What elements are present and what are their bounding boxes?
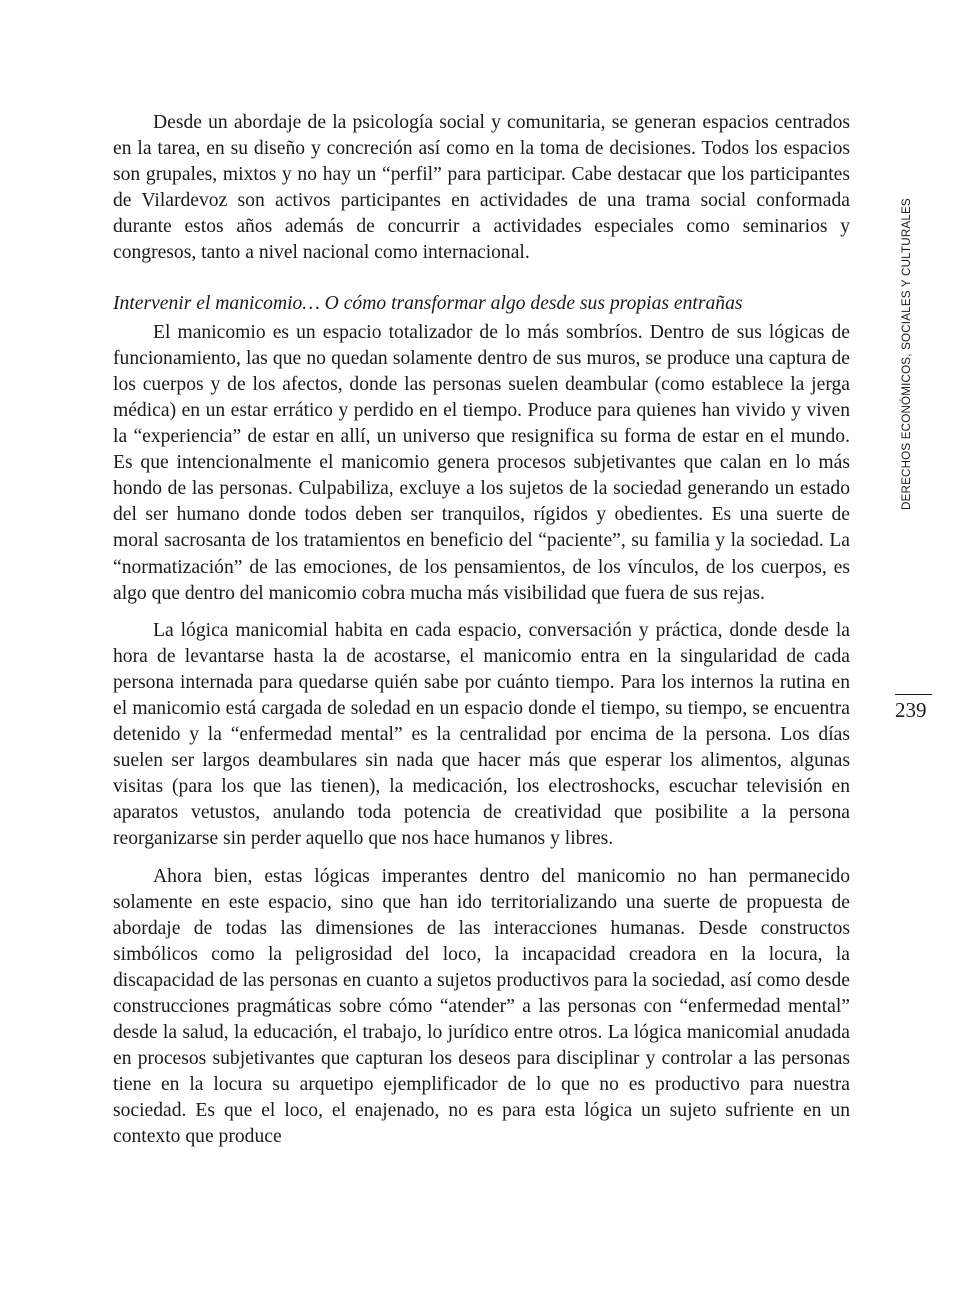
paragraph-intro: Desde un abordaje de la psicología social y comunitaria, se generan espacios centrados en la tarea, en su diseño y concreción así como en la toma de decisiones. Todos los espacios son grupales, mixtos y no hay un “perfil” para participar. Cabe destacar que los participantes de Vilardevoz son activos participantes en actividades de una trama social conformada durante estos años además de concurrir a actividades especiales como seminarios y congresos, tanto a nivel nacional como internacional. — [113, 112, 850, 264]
body-text — [113, 110, 850, 1162]
section-heading: Intervenir el manicomio… O cómo transformar algo desde sus propias entrañas — [113, 292, 743, 314]
paragraph-manicomio: El manicomio es un espacio totalizador de lo más sombríos. Dentro de sus lógicas de funcionamiento, las que no quedan solamente dentro de sus muros, se produce una captura de los cuerpos y de los afectos, donde las personas suelen deambular (como establece la jerga médica) en un estar errático y perdido en el tiempo. Produce para quienes han vivido y viven la “experiencia” de estar en allí, un universo que resignifica su forma de estar en el mundo. Es que intencionalmente el manicomio genera procesos subjetivantes que calan en lo más hondo de las personas. Culpabiliza, excluye a los sujetos de la sociedad generando un estado del ser humano donde todos deben ser tranquilos, rígidos y obedientes. Es una suerte de moral sacrosanta de los tratamientos en beneficio del “paciente”, su familia y la sociedad. La “normatización” de las emociones, de los pensamientos, de los vínculos, de los cuerpos, es algo que dentro del manicomio cobra mucha más visibilidad que fuera de sus rejas. — [113, 321, 850, 604]
page-number: 239 — [895, 698, 927, 722]
paragraph-logica-manicomial: La lógica manicomial habita en cada espacio, conversación y práctica, donde desde la hora de levantarse hasta la de acostarse, el manicomio entra en la singularidad de cada persona internada para quedarse quién sabe por cuánto tiempo. Para los internos la rutina en el manicomio está cargada de soledad en un espacio donde el tiempo, su tiempo, se encuentra detenido y la “enfermedad mental” es la centralidad por encima de la persona. Los días suelen ser largos deambulares sin nada que hacer más que esperar los alimentos, algunas visitas (para los que las tienen), la medicación, los electroshocks, escuchar televisión en aparatos vetustos, anulando toda potencia de creatividad que posibilite a la persona reorganizarse sin perder aquello que nos hace humanos y libres. — [113, 619, 850, 850]
page-number-rule — [895, 694, 932, 695]
running-side-title: DERECHOS ECONÓMICOS, SOCIALES Y CULTURALES — [900, 198, 913, 510]
paragraph-ahora-bien: Ahora bien, estas lógicas imperantes dentro del manicomio no han permanecido solamente en este espacio, sino que han ido territorializando una suerte de propuesta de abordaje de todas las dimensiones de las interacciones humanas. Desde constructos simbólicos como la peligrosidad del loco, la incapacidad creadora en la locura, la discapacidad de las personas en cuanto a sujetos productivos para la sociedad, así como desde construcciones pragmáticas sobre cómo “atender” a las personas con “enfermedad mental” desde la salud, la educación, el trabajo, lo jurídico entre otros. La lógica manicomial anudada en procesos subjetivantes que capturan los deseos para disciplinar y controlar a las personas tiene en la locura su arquetipo ejemplificador de lo que no es productivo para nuestra sociedad. Es que el loco, el enajenado, no es para esta lógica un sujeto sufriente en un contexto que produce — [113, 865, 850, 1148]
